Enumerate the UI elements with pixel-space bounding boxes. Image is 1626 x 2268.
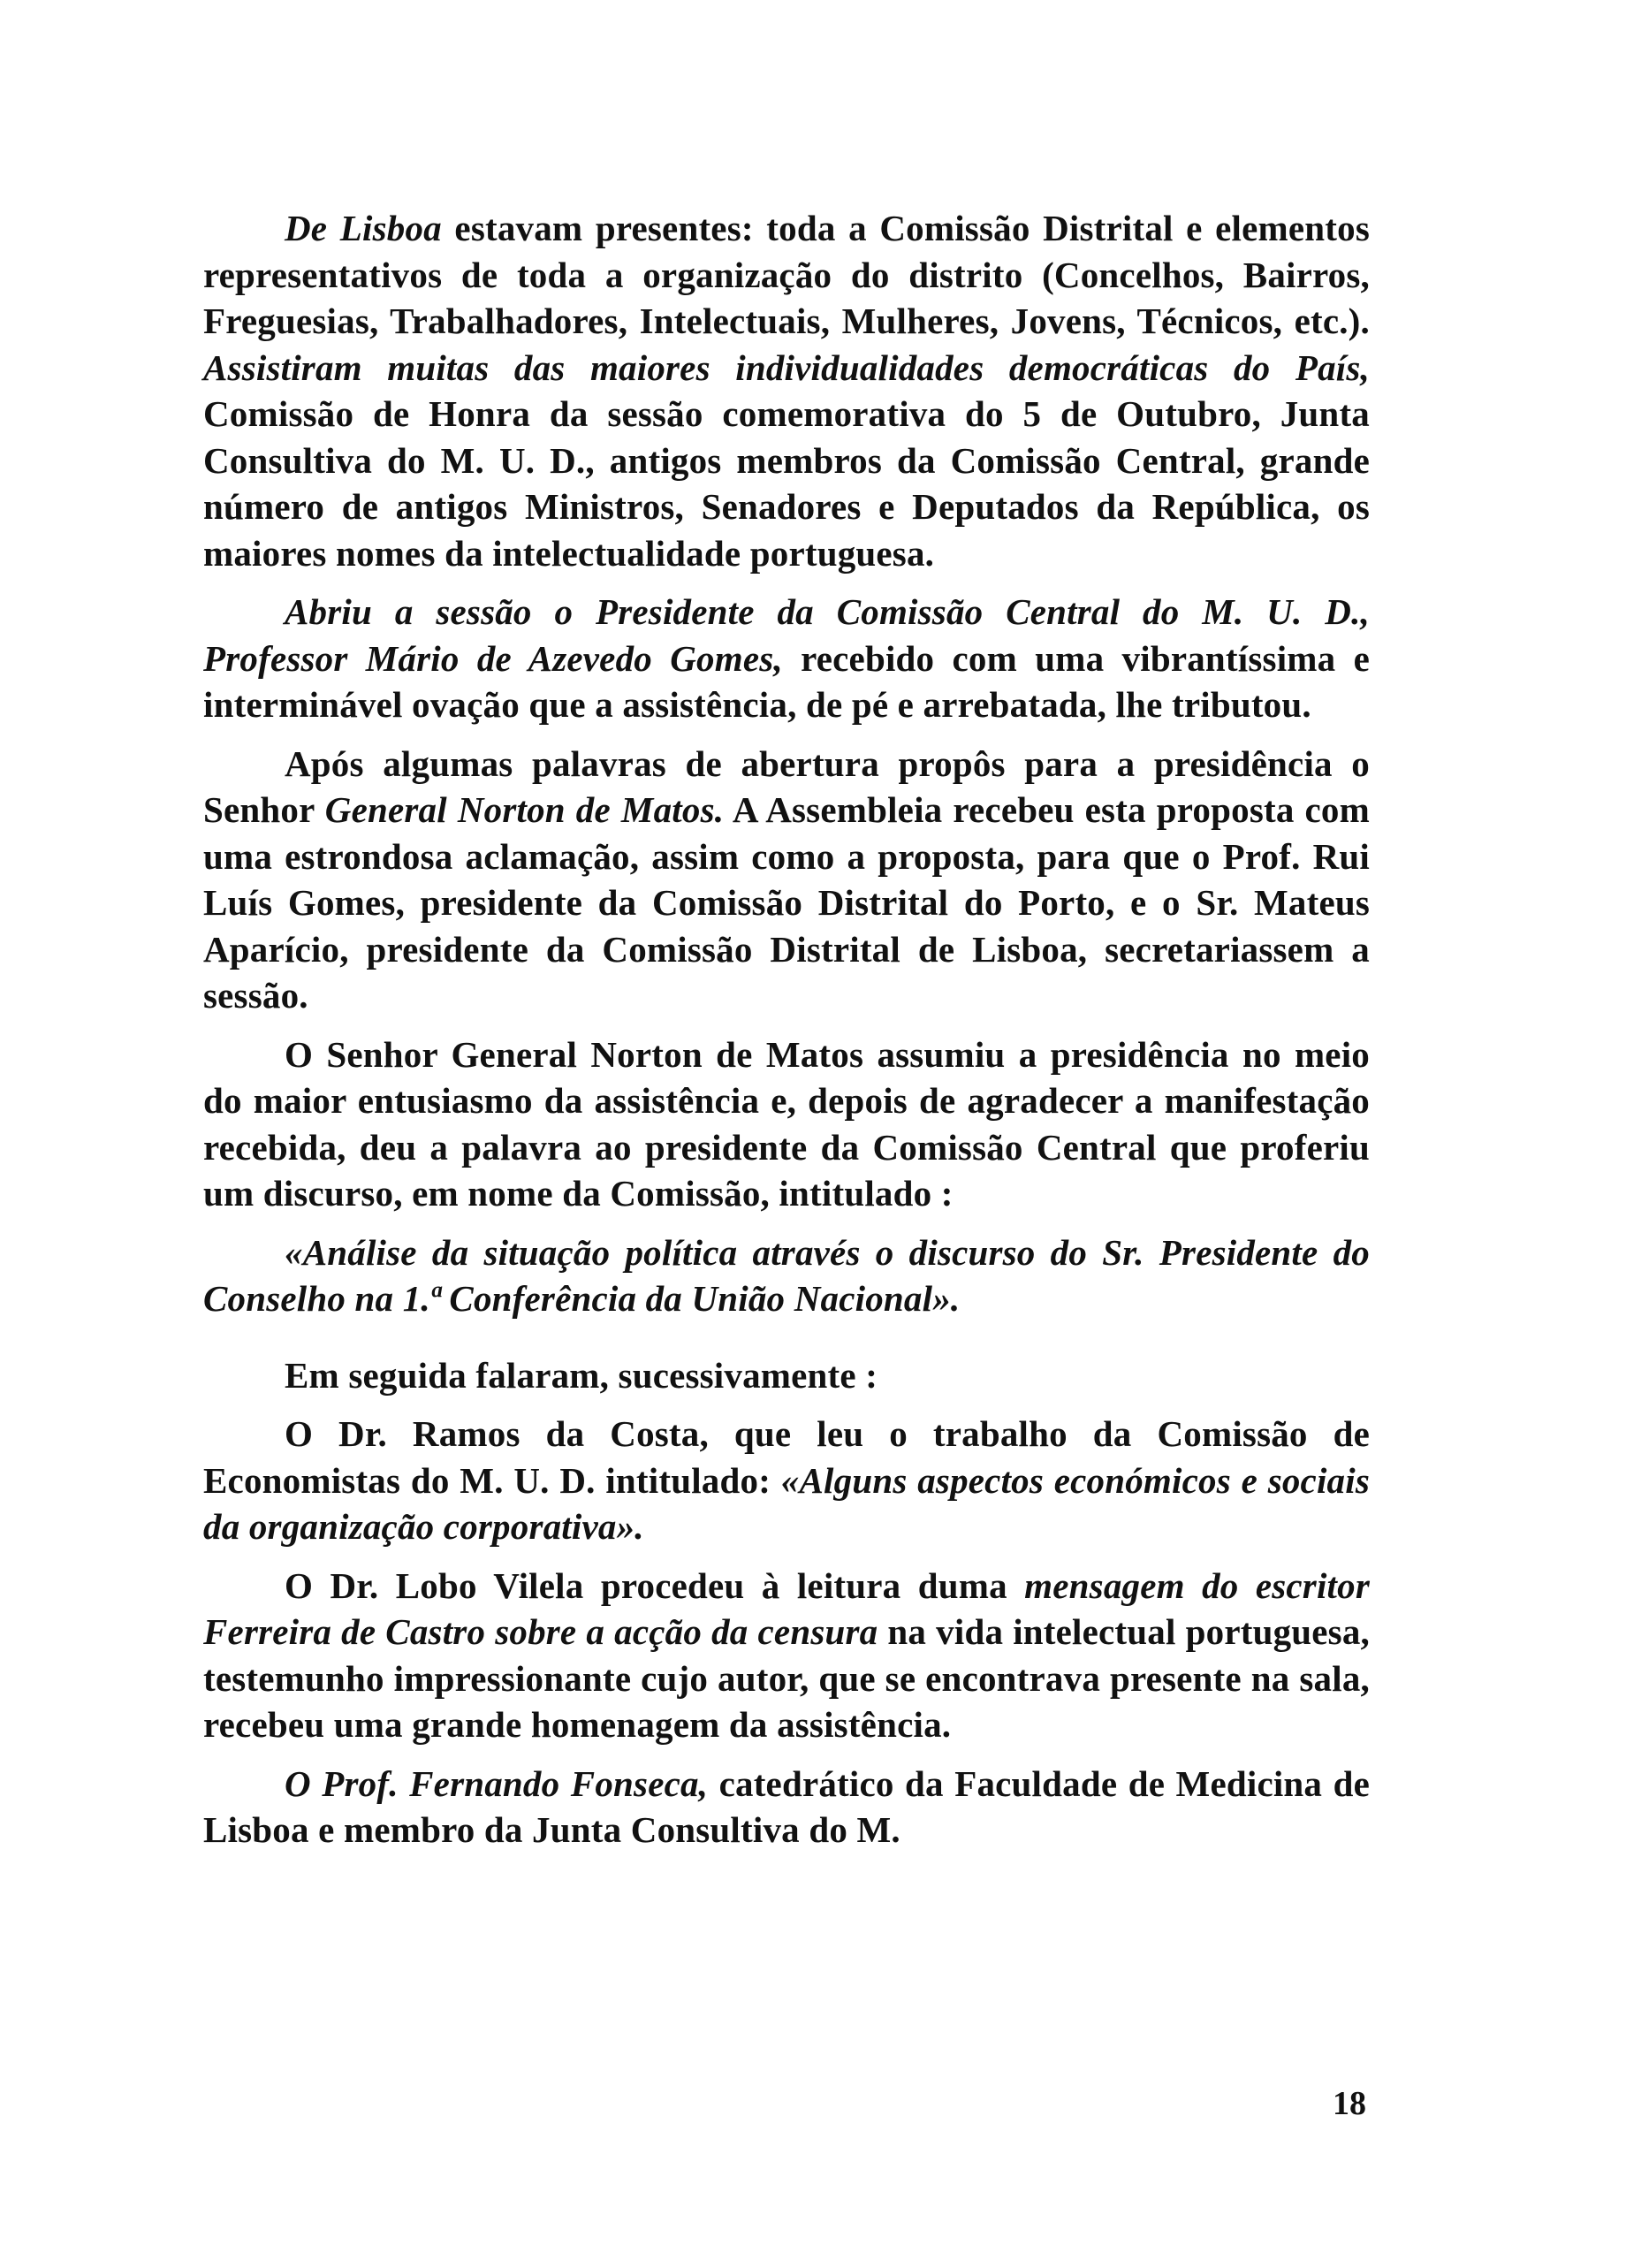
- text-segment: O Prof. Fernando Fonseca,: [285, 1762, 709, 1804]
- paragraph-6: [203, 1352, 1370, 1399]
- text-segment: recebido com uma vibrantíssima e interminável ovação que a assistência, de pé e arrebatada, lhe tributou.: [203, 637, 1370, 725]
- text-segment: Abriu a sessão o Presidente da Comissão Central do M. U. D., Professor Mário de Azevedo Gomes,: [203, 591, 1370, 679]
- text-segment: catedrático da Faculdade de Medicina de Lisboa e membro da Junta Consultiva do M.: [203, 1762, 1370, 1850]
- text-segment: O Dr. Ramos da Costa, que leu o trabalho da Comissão de Economistas do M. U. D. intitulado:: [203, 1413, 1370, 1501]
- text-segment: O Senhor General Norton de Matos assumiu a presidência no meio do maior entusiasmo da assistência e, depois de agradecer a manifestação recebida, deu a palavra ao presidente da Comissão Central que proferiu um discurso, em nome da Comissão, intitulado :: [203, 1033, 1370, 1214]
- text-segment: «Alguns aspectos económicos e sociais da organização corporativa».: [203, 1459, 1370, 1547]
- paragraph-5-title: [203, 1229, 1370, 1322]
- paragraph-7: [203, 1411, 1370, 1550]
- text-segment: Em seguida falaram, sucessivamente :: [285, 1354, 878, 1396]
- text-segment: Após algumas palavras de abertura propôs para a presidência o Senhor: [203, 742, 1370, 830]
- text-segment: mensagem do escritor Ferreira de Castro sobre a acção da censura: [203, 1564, 1370, 1652]
- text-segment: «Análise da situação política através o discurso do Sr. Presidente do Conselho na 1.ª Conferência da União Nacional».: [203, 1231, 1370, 1319]
- paragraph-2: [203, 589, 1370, 728]
- text-segment: na vida intelectual portuguesa, testemunho impressionante cujo autor, que se encontrava presente na sala, recebeu uma grande homenagem da assistência.: [203, 1611, 1370, 1745]
- text-segment: De Lisboa: [285, 208, 442, 248]
- text-segment: Comissão de Honra da sessão comemorativa do 5 de Outubro, Junta Consultiva do M. U. D., antigos membros da Comissão Central, grande número de antigos Ministros, Senadores e Deputados da República, os maiores nomes da intelectualidade portuguesa.: [203, 393, 1370, 574]
- paragraph-3: [203, 741, 1370, 1019]
- page-number: 18: [1333, 2085, 1366, 2122]
- text-segment: A Assembleia recebeu esta proposta com uma estrondosa aclamação, assim como a proposta, para que o Prof. Rui Luís Gomes, presidente da Comissão Distrital do Porto, e o Sr. Mateus Aparício, presidente da Comissão Distrital de Lisboa, secretariassem a sessão.: [203, 789, 1370, 1016]
- paragraph-9: [203, 1761, 1370, 1853]
- document-body: [203, 205, 1370, 1866]
- text-segment: Assistiram muitas das maiores individualidades democráticas do País,: [203, 346, 1370, 388]
- text-segment: estavam presentes: toda a Comissão Distrital e elementos representativos de toda a organização do distrito (Concelhos, Bairros, Freguesias, Trabalhadores, Intelectuais, Mulheres, Jovens, Técnicos, etc.).: [203, 208, 1370, 341]
- text-segment: General Norton de Matos.: [324, 789, 725, 830]
- text-segment: O Dr. Lobo Vilela procedeu à leitura duma: [285, 1564, 1025, 1606]
- paragraph-1: [203, 205, 1370, 576]
- paragraph-8: [203, 1563, 1370, 1748]
- paragraph-4: [203, 1031, 1370, 1217]
